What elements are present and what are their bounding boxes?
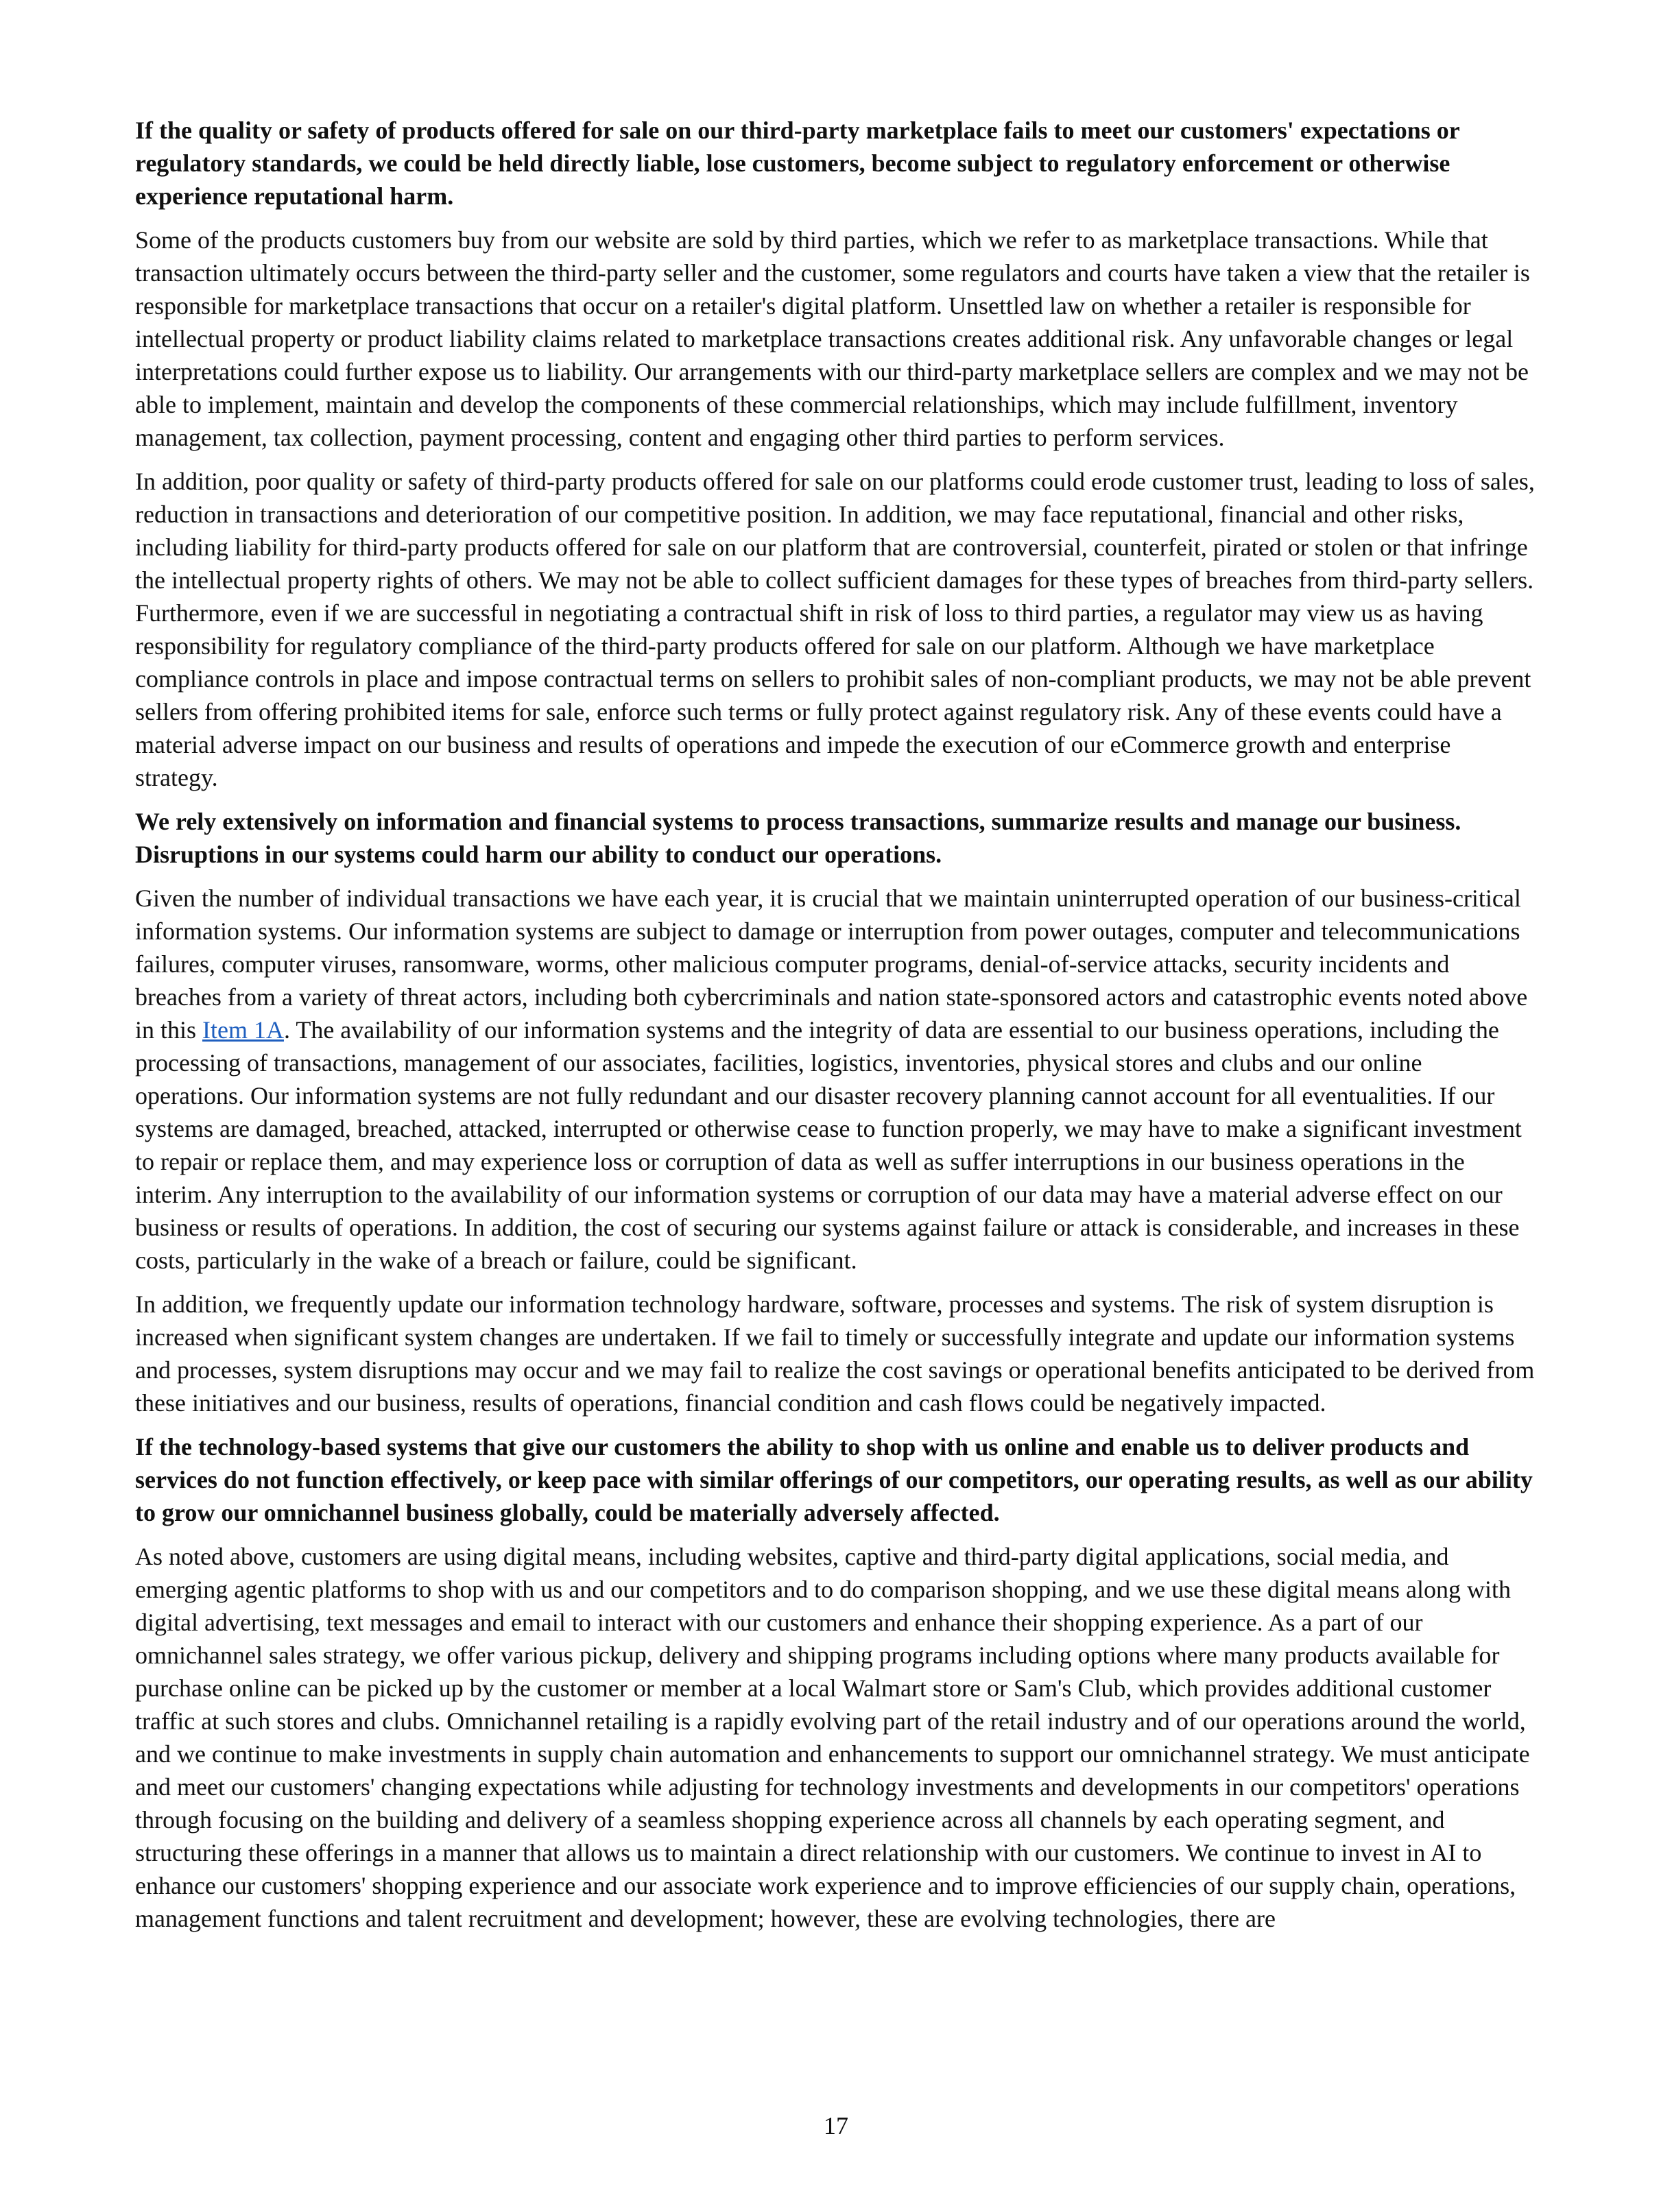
section-heading-information-systems: We rely extensively on information and financial systems to process transactions, summarize results and manage our business. Disruptions in our systems could harm our ability to conduct our operations. (135, 808, 1461, 868)
paragraph-system-updates: In addition, we frequently update our information technology hardware, software, processes and systems. The risk of system disruption is increased when significant system changes are undertaken. If we fail to timely or successfully integrate and update our information systems and processes, system disruptions may occur and we may fail to realize the cost savings or operational benefits anticipated to be derived from these initiatives and our business, results of operations, financial condition and cash flows could be negatively impacted. (135, 1290, 1535, 1417)
section-heading-marketplace-quality: If the quality or safety of products offered for sale on our third-party marketplace fails to meet our customers' expectations or regulatory standards, we could be held directly liable, lose customers, become subject to regulatory enforcement or otherwise experience reputational harm. (135, 117, 1460, 210)
paragraph-omnichannel: As noted above, customers are using digital means, including websites, captive and third-party digital applications, social media, and emerging agentic platforms to shop with us and our competitors and to do comparison shopping, and we use these digital means along with digital advertising, text messages and email to interact with our customers and enhance their shopping experience. As a part of our omnichannel sales strategy, we offer various pickup, delivery and shipping programs including options where many products available for purchase online can be picked up by the customer or member at a local Walmart store or Sam's Club, which provides additional customer traffic at such stores and clubs. Omnichannel retailing is a rapidly evolving part of the retail industry and of our operations around the world, and we continue to make investments in supply chain automation and enhancements to support our omnichannel strategy. We must anticipate and meet our customers' changing expectations while adjusting for technology investments and developments in our competitors' operations through focusing on the building and delivery of a seamless shopping experience across all channels by each operating segment, and structuring these offerings in a manner that allows us to maintain a direct relationship with our customers. We continue to invest in AI to enhance our customers' shopping experience and our associate work experience and to improve efficiencies of our supply chain, operations, management functions and talent recruitment and development; however, these are evolving technologies, there are (135, 1543, 1530, 1932)
section-heading-technology-systems: If the technology-based systems that give our customers the ability to shop with us online and enable us to deliver products and services do not function effectively, or keep pace with similar offerings of our competitors, our operating results, as well as our ability to grow our omnichannel business globally, could be materially adversely affected. (135, 1433, 1533, 1526)
page-number: 17 (824, 2112, 848, 2139)
document-body (135, 114, 1536, 1946)
paragraph-third-party-product-risk: In addition, poor quality or safety of third-party products offered for sale on our platforms could erode customer trust, leading to loss of sales, reduction in transactions and deterioration of our competitive position. In addition, we may face reputational, financial and other risks, including liability for third-party products offered for sale on our platform that are controversial, counterfeit, pirated or stolen or that infringe the intellectual property rights of others. We may not be able to collect sufficient damages for these types of breaches from third-party sellers. Furthermore, even if we are successful in negotiating a contractual shift in risk of loss to third parties, a regulator may view us as having responsibility for regulatory compliance of the third-party products offered for sale on our platform. Although we have marketplace compliance controls in place and impose contractual terms on sellers to prohibit sales of non-compliant products, we may not be able prevent sellers from offering prohibited items for sale, enforce such terms or fully protect against regulatory risk. Any of these events could have a material adverse impact on our business and results of operations and impede the execution of our eCommerce growth and enterprise strategy. (135, 468, 1535, 791)
paragraph-marketplace-transactions: Some of the products customers buy from our website are sold by third parties, which we refer to as marketplace transactions. While that transaction ultimately occurs between the third-party seller and the customer, some regulators and courts have taken a view that the retailer is responsible for marketplace transactions that occur on a retailer's digital platform. Unsettled law on whether a retailer is responsible for intellectual property or product liability claims related to marketplace transactions creates additional risk. Any unfavorable changes or legal interpretations could further expose us to liability. Our arrangements with our third-party marketplace sellers are complex and we may not be able to implement, maintain and develop the components of these commercial relationships, which may include fulfillment, inventory management, tax collection, payment processing, content and engaging other third parties to perform services. (135, 226, 1530, 451)
paragraph-text-after-link: . The availability of our information systems and the integrity of data are essential to our business operations, including the processing of transactions, management of our associates, facilities, logistics, inventories, physical stores and clubs and our online operations. Our information systems are not fully redundant and our disaster recovery planning cannot account for all eventualities. If our systems are damaged, breached, attacked, interrupted or otherwise cease to function properly, we may have to make a significant investment to repair or replace them, and may experience loss or corruption of data as well as suffer interruptions in our business operations in the interim. Any interruption to the availability of our information systems or corruption of our data may have a material adverse effect on our business or results of operations. In addition, the cost of securing our systems against failure or attack is considerable, and increases in these costs, particularly in the wake of a breach or failure, could be significant. (135, 1016, 1522, 1274)
paragraph-text-before-link: Given the number of individual transactions we have each year, it is crucial that we maintain uninterrupted operation of our business-critical information systems. Our information systems are subject to damage or interruption from power outages, computer and telecommunications failures, computer viruses, ransomware, worms, other malicious computer programs, denial-of-service attacks, security incidents and breaches from a variety of threat actors, including both cybercriminals and nation state-sponsored actors and catastrophic events noted above in this (135, 885, 1528, 1044)
paragraph-information-systems (135, 882, 1536, 1277)
item-1a-link[interactable]: Item 1A (202, 1016, 284, 1044)
